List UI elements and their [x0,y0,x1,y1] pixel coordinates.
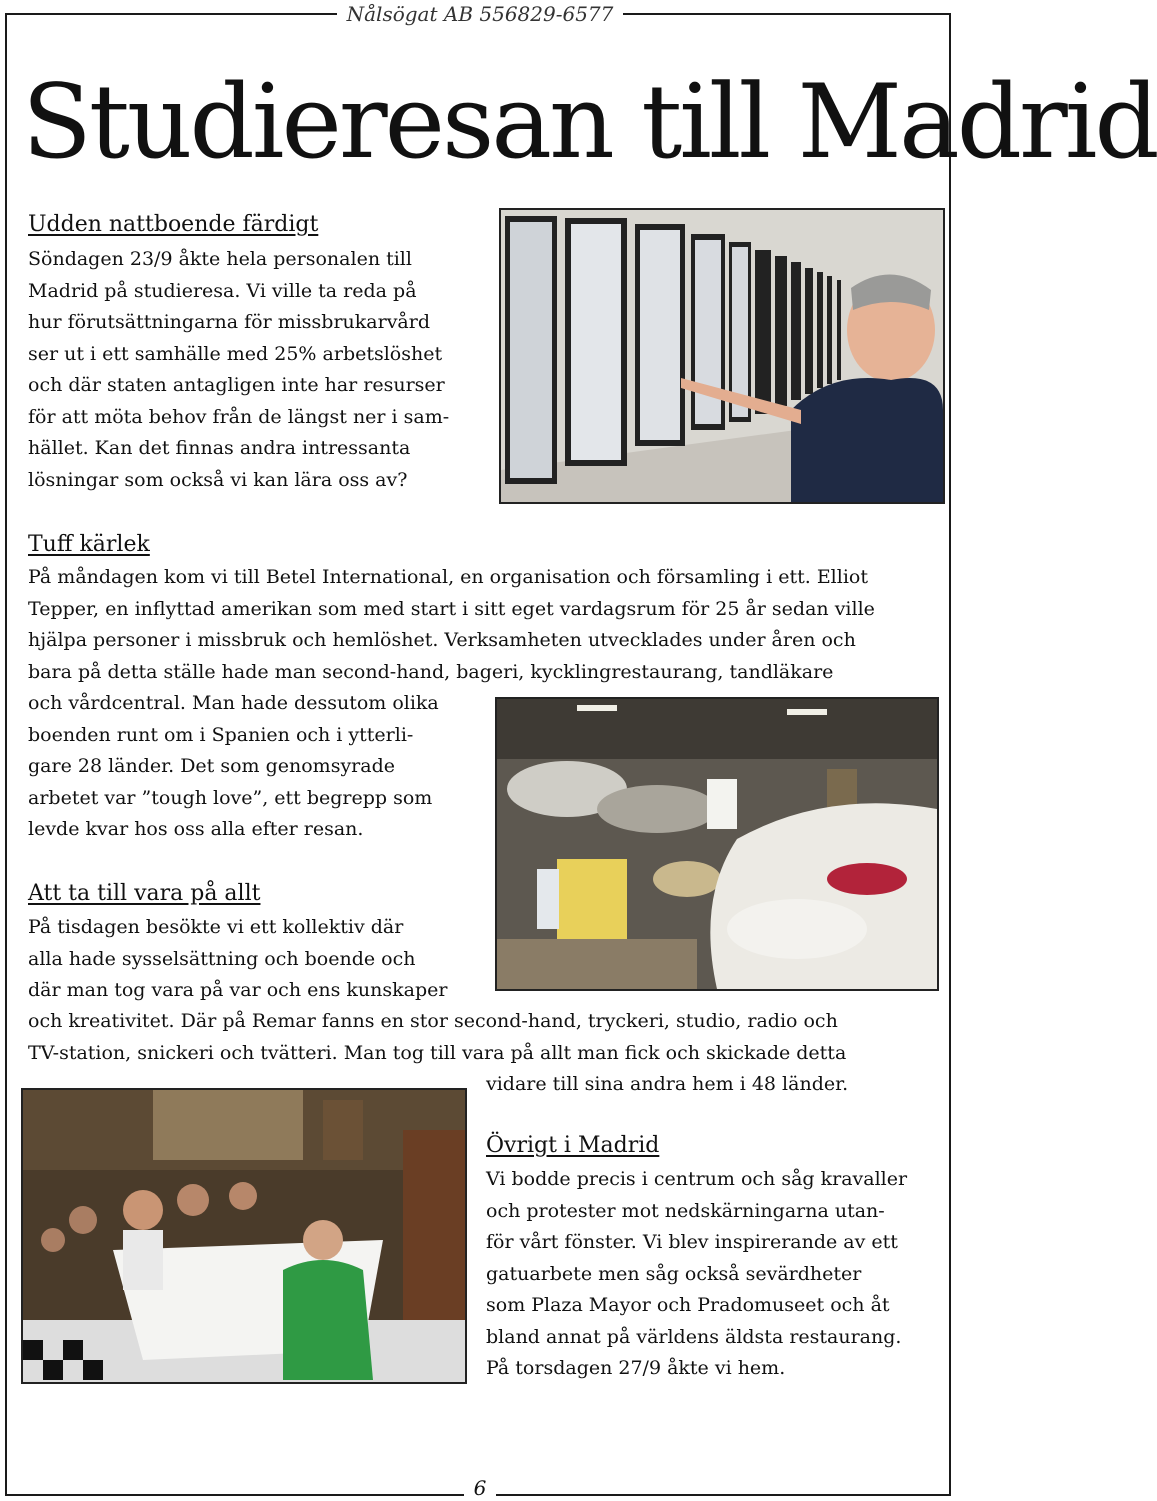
section-text-ta-till-vara-narrow [28,912,474,1007]
text-line: Tepper, en inflyttad amerikan som med start i sitt eget vardagsrum för 25 år sedan ville [28,597,875,620]
text-line: hjälpa personer i missbruk och hemlöshet. Verksamheten utvecklades under åren och [28,629,856,651]
text-line: TV-station, snickeri och tvätteri. Man tog till vara på allt man fick och skickade detta [28,1041,847,1064]
text-line: arbetet var ”tough love”, ett begrepp som [28,786,433,809]
photo-restaurant-dinner [21,1088,467,1384]
text-line: hur förutsättningarna för missbrukarvård [28,311,430,333]
text-line: Vi bodde precis i centrum och såg kravaller [486,1168,908,1190]
page-number: 6 [0,1476,960,1500]
text-line: Söndagen 23/9 åkte hela personalen till [28,248,412,270]
section-text-tuff-karlek-full [28,562,938,688]
text-line: På torsdagen 27/9 åkte vi hem. [486,1357,786,1379]
section-text-tuff-karlek-narrow [28,688,474,846]
section-text-ta-till-vara-end [486,1069,936,1101]
text-line: På måndagen kom vi till Betel International, en organisation och församling i ett. Elliot [28,566,868,588]
text-line: och kreativitet. Där på Remar fanns en stor second-hand, tryckeri, studio, radio och [28,1010,838,1032]
text-line: och protester mot nedskärningarna utan- [486,1199,885,1222]
text-line: och vårdcentral. Man hade dessutom olika [28,692,439,714]
text-line: boenden runt om i Spanien och i ytterli- [28,723,414,746]
section-text-ovrigt [486,1164,938,1385]
text-line: som Plaza Mayor och Pradomuseet och åt [486,1294,890,1316]
text-line: bland annat på världens äldsta restaurang. [486,1325,902,1348]
text-line: hället. Kan det finnas andra intressanta [28,437,411,459]
section-heading-udden: Udden nattboende färdigt [28,212,319,237]
text-line: lösningar som också vi kan lära oss av? [28,468,408,491]
photo-framed-posters [499,208,945,504]
text-line: för vårt fönster. Vi blev inspirerande av ett [486,1231,898,1253]
text-line: Madrid på studieresa. Vi ville ta reda på [28,279,417,302]
text-line: vidare till sina andra hem i 48 länder. [486,1073,849,1095]
text-line: gatuarbete men såg också sevärdheter [486,1262,862,1285]
text-line: gare 28 länder. Det som genomsyrade [28,755,395,777]
text-line: levde kvar hos oss alla efter resan. [28,818,364,840]
page-title: Studieresan till Madrid [22,63,1157,182]
text-line: ser ut i ett samhälle med 25% arbetslöshet [28,342,443,365]
section-heading-ovrigt: Övrigt i Madrid [486,1133,660,1158]
page-header: Nålsögat AB 556829-6577 [0,2,960,26]
text-line: bara på detta ställe hade man second-hand, bageri, kycklingrestaurang, tandläkare [28,660,834,683]
section-heading-ta-till-vara: Att ta till vara på allt [28,881,261,906]
text-line: På tisdagen besökte vi ett kollektiv där [28,916,404,938]
text-line: där man tog vara på var och ens kunskaper [28,979,448,1001]
section-text-ta-till-vara-full [28,1006,938,1069]
text-line: alla hade sysselsättning och boende och [28,947,416,970]
section-heading-tuff-karlek: Tuff kärlek [28,532,150,557]
text-line: och där staten antagligen inte har resurser [28,374,445,396]
photo-second-hand-store [495,697,939,991]
text-line: för att möta behov från de längst ner i sam- [28,405,450,428]
section-text-udden [28,244,480,496]
